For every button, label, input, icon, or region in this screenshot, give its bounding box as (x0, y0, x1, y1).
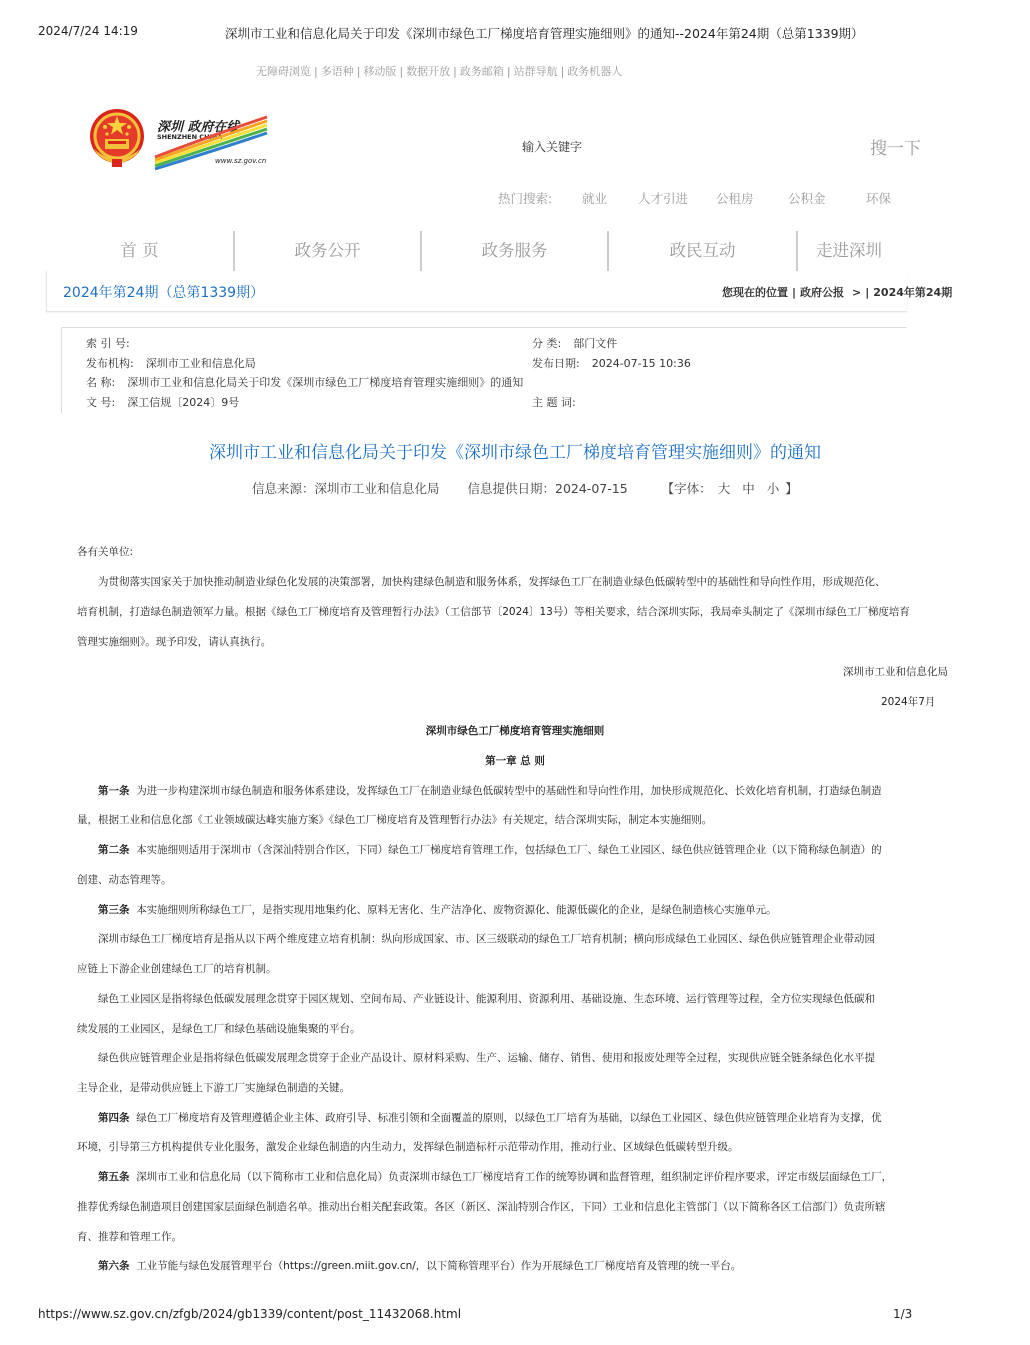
hot-search-item[interactable]: 公租房 (716, 191, 754, 206)
meta-date-value: 2024-07-15 10:36 (591, 357, 691, 370)
paragraph-line: 深圳市绿色工厂梯度培育是指从以下两个维度建立培育机制：纵向形成国家、市、区三级联动的绿色工厂培育机制；横向形成绿色工业园区、绿色供应链管理企业带动园 (98, 933, 875, 945)
article-3 (98, 902, 906, 917)
article-text: 为进一步构建深圳市绿色制造和服务体系建设，发挥绿色工厂在制造业绿色低碳转型中的基础性和导向性作用，加快形成规范化、长效化培育机制，打造绿色制造 (136, 785, 882, 797)
top-link-languages[interactable]: 多语种 (320, 65, 354, 78)
article-line: 创建、动态管理等。 (77, 874, 172, 886)
breadcrumb-issue[interactable]: 2024年第24期 (873, 286, 953, 299)
article-1 (98, 783, 906, 798)
intro-line: 管理实施细则》。现予印发，请认真执行。 (77, 636, 272, 648)
print-footer-url: https://www.sz.gov.cn/zfgb/2024/gb1339/content/post_11432068.html (38, 1307, 462, 1321)
issue-bar (46, 271, 953, 312)
meta-date-label: 发布日期: (532, 357, 580, 370)
article-text: 本实施细则所称绿色工厂，是指实现用地集约化、原料无害化、生产洁净化、废物资源化、能源低碳化的企业，是绿色制造核心实施单元。 (136, 904, 777, 916)
hot-search-item[interactable]: 公积金 (788, 191, 826, 206)
intro-line: 为贯彻落实国家关于加快推动制造业绿色化发展的决策部署，加快构建绿色制造和服务体系，发挥绿色工厂在制造业绿色低碳转型中的基础性和导向性作用，形成规范化、 (98, 576, 886, 588)
paragraph-line: 绿色供应链管理企业是指将绿色低碳发展理念贯穿于企业产品设计、原材料采购、生产、运输、储存、销售、使用和报废处理等全过程，实现供应链全链条绿色化水平提 (98, 1052, 875, 1064)
article-label: 第四条 (98, 1112, 130, 1124)
article-text: 本实施细则适用于深圳市（含深汕特别合作区，下同）绿色工厂梯度培育管理工作，包括绿色工厂、绿色工业园区、绿色供应链管理企业（以下简称绿色制造）的 (136, 844, 882, 856)
top-link-accessibility[interactable]: 无障碍浏览 (256, 65, 311, 78)
top-links: 无障碍浏览 | 多语种 | 移动版 | 数据开放 | 政务邮箱 | 站群导航 | 政务机器人 (253, 63, 625, 79)
font-size-large[interactable]: 大 (717, 481, 731, 496)
article-line: 环境，引导第三方机构提供专业化服务，激发企业绿色制造的内生动力，发挥绿色制造标杆示范带动作用，推动行业、区域绿色低碳转型升级。 (77, 1141, 739, 1153)
meta-keyword-label: 主 题 词: (532, 396, 576, 409)
top-link-mobile[interactable]: 移动版 (363, 65, 397, 78)
shenzhen-logo[interactable] (153, 113, 271, 169)
nav-gov-affairs[interactable]: 政务公开 (294, 241, 361, 260)
breadcrumb-gazette[interactable]: 政府公报 (800, 286, 845, 299)
article-line: 推荐优秀绿色制造项目创建国家层面绿色制造名单。推动出台相关配套政策。各区（新区、深汕特别合作区，下同）工业和信息化主管部门（以下简称各区工信部门）负责所辖 (77, 1201, 886, 1213)
article-info (252, 479, 798, 497)
article-2 (98, 842, 906, 857)
font-size-label: 【字体： (661, 481, 712, 496)
hot-search-item[interactable]: 就业 (582, 191, 608, 206)
meta-docno-value: 深工信规〔2024〕9号 (127, 396, 240, 409)
search-input[interactable]: 输入关键字 (522, 140, 583, 154)
logo-title: 深圳 政府在线 (157, 120, 240, 135)
nav-about-shenzhen[interactable]: 走进深圳 (816, 241, 882, 260)
meta-box (61, 327, 907, 413)
rules-title: 深圳市绿色工厂梯度培育管理实施细则 (425, 725, 605, 737)
intro-line: 培育机制，打造绿色制造领军力量。根据《绿色工厂梯度培育及管理暂行办法》（工信部节〔2024〕13号）等相关要求，结合深圳实际，我局牵头制定了《深圳市绿色工厂梯度培育 (77, 606, 910, 618)
article-label: 第一条 (98, 785, 130, 797)
sign-date: 2024年7月 (881, 696, 936, 708)
meta-docno-label: 文 号: (86, 396, 116, 409)
article-text: 绿色工厂梯度培育及管理遵循企业主体、政府引导、标准引领和全面覆盖的原则，以绿色工厂培育为基础，以绿色工业园区、绿色供应链管理企业培育为支撑，优 (136, 1112, 882, 1124)
article-5 (98, 1169, 906, 1184)
print-footer-page: 1/3 (893, 1307, 913, 1321)
breadcrumb-separator: > (852, 286, 862, 299)
meta-publisher-value: 深圳市工业和信息化局 (145, 357, 256, 370)
nav-interaction[interactable]: 政民互动 (669, 241, 736, 260)
issue-title: 2024年第24期（总第1339期） (63, 285, 265, 301)
search-button[interactable]: 搜一下 (870, 139, 921, 159)
article-line: 育、推荐和管理工作。 (77, 1231, 182, 1243)
article-text: 深圳市工业和信息化局（以下简称市工业和信息化局）负责深圳市绿色工厂梯度培育工作的统筹协调和监督管理，组织制定评价程序要求，评定市级层面绿色工厂， (136, 1171, 893, 1183)
article-label: 第三条 (98, 904, 130, 916)
paragraph-line: 绿色工业园区是指将绿色低碳发展理念贯穿于园区规划、空间布局、产业链设计、能源利用、资源利用、基础设施、生态环境、运行管理等过程，全方位实现绿色低碳和 (98, 993, 875, 1005)
article-title: 深圳市工业和信息化局关于印发《深圳市绿色工厂梯度培育管理实施细则》的通知 (209, 443, 821, 463)
article-label: 第二条 (98, 844, 130, 856)
national-emblem-icon (88, 107, 146, 169)
font-size-medium[interactable]: 中 (742, 481, 755, 496)
article-4 (98, 1110, 906, 1125)
logo-subtitle: SHENZHEN CHINA (157, 133, 223, 141)
salutation: 各有关单位: (77, 546, 134, 558)
main-nav (46, 231, 906, 271)
hot-search-item[interactable]: 人才引进 (638, 191, 689, 206)
breadcrumb-label: 您现在的位置 (722, 286, 788, 299)
article-6 (98, 1258, 906, 1273)
top-link-mail[interactable]: 政务邮箱 (459, 65, 504, 78)
meta-publisher-label: 发布机构: (86, 357, 134, 370)
paragraph-line: 主导企业，是带动供应链上下游工厂实施绿色制造的关键。 (77, 1082, 350, 1094)
article-text: 工业节能与绿色发展管理平台（https://green.miit.gov.cn/，以下简称管理平台）作为开展绿色工厂梯度培育及管理的统一平台。 (136, 1260, 742, 1272)
hot-search (498, 189, 906, 207)
top-link-site-nav[interactable]: 站群导航 (513, 65, 558, 78)
nav-divider (796, 231, 798, 271)
hot-search-item[interactable]: 环保 (866, 191, 892, 206)
meta-category-label: 分 类: (532, 337, 562, 350)
article-provide-date: 信息提供日期：2024-07-15 (467, 481, 628, 496)
article-label: 第五条 (98, 1171, 130, 1183)
meta-index-label: 索 引 号: (86, 337, 130, 350)
meta-name-label: 名 称: (86, 376, 116, 389)
print-title: 深圳市工业和信息化局关于印发《深圳市绿色工厂梯度培育管理实施细则》的通知--2024年第24期（总第1339期） (225, 26, 864, 41)
signature: 深圳市工业和信息化局 (843, 666, 948, 678)
nav-gov-services[interactable]: 政务服务 (481, 241, 548, 260)
font-size-small[interactable]: 小 (766, 481, 780, 496)
hot-search-label: 热门搜索: (498, 191, 553, 206)
top-link-robot[interactable]: 政务机器人 (567, 65, 623, 78)
meta-category-value: 部门文件 (573, 337, 618, 350)
top-link-open-data[interactable]: 数据开放 (406, 65, 451, 78)
meta-name-value: 深圳市工业和信息化局关于印发《深圳市绿色工厂梯度培育管理实施细则》的通知 (127, 376, 524, 389)
logo-url: www.sz.gov.cn (215, 157, 267, 165)
article-source: 信息来源：深圳市工业和信息化局 (252, 481, 440, 496)
article-line: 量，根据工业和信息化部《工业领域碳达峰实施方案》《绿色工厂梯度培育及管理暂行办法》有关规定，结合深圳实际，制定本实施细则。 (77, 814, 713, 826)
nav-home[interactable]: 首 页 (120, 241, 159, 260)
chapter-title: 第一章 总 则 (485, 755, 545, 767)
article-label: 第六条 (98, 1260, 130, 1272)
breadcrumb: 您现在的位置 | 政府公报 > | 2024年第24期 (718, 284, 956, 300)
font-size-end: 】 (785, 481, 798, 496)
print-date: 2024/7/24 14:19 (38, 24, 138, 38)
paragraph-line: 应链上下游企业创建绿色工厂的培育机制。 (77, 963, 277, 975)
paragraph-line: 续发展的工业园区，是绿色工厂和绿色基础设施集聚的平台。 (77, 1023, 361, 1035)
